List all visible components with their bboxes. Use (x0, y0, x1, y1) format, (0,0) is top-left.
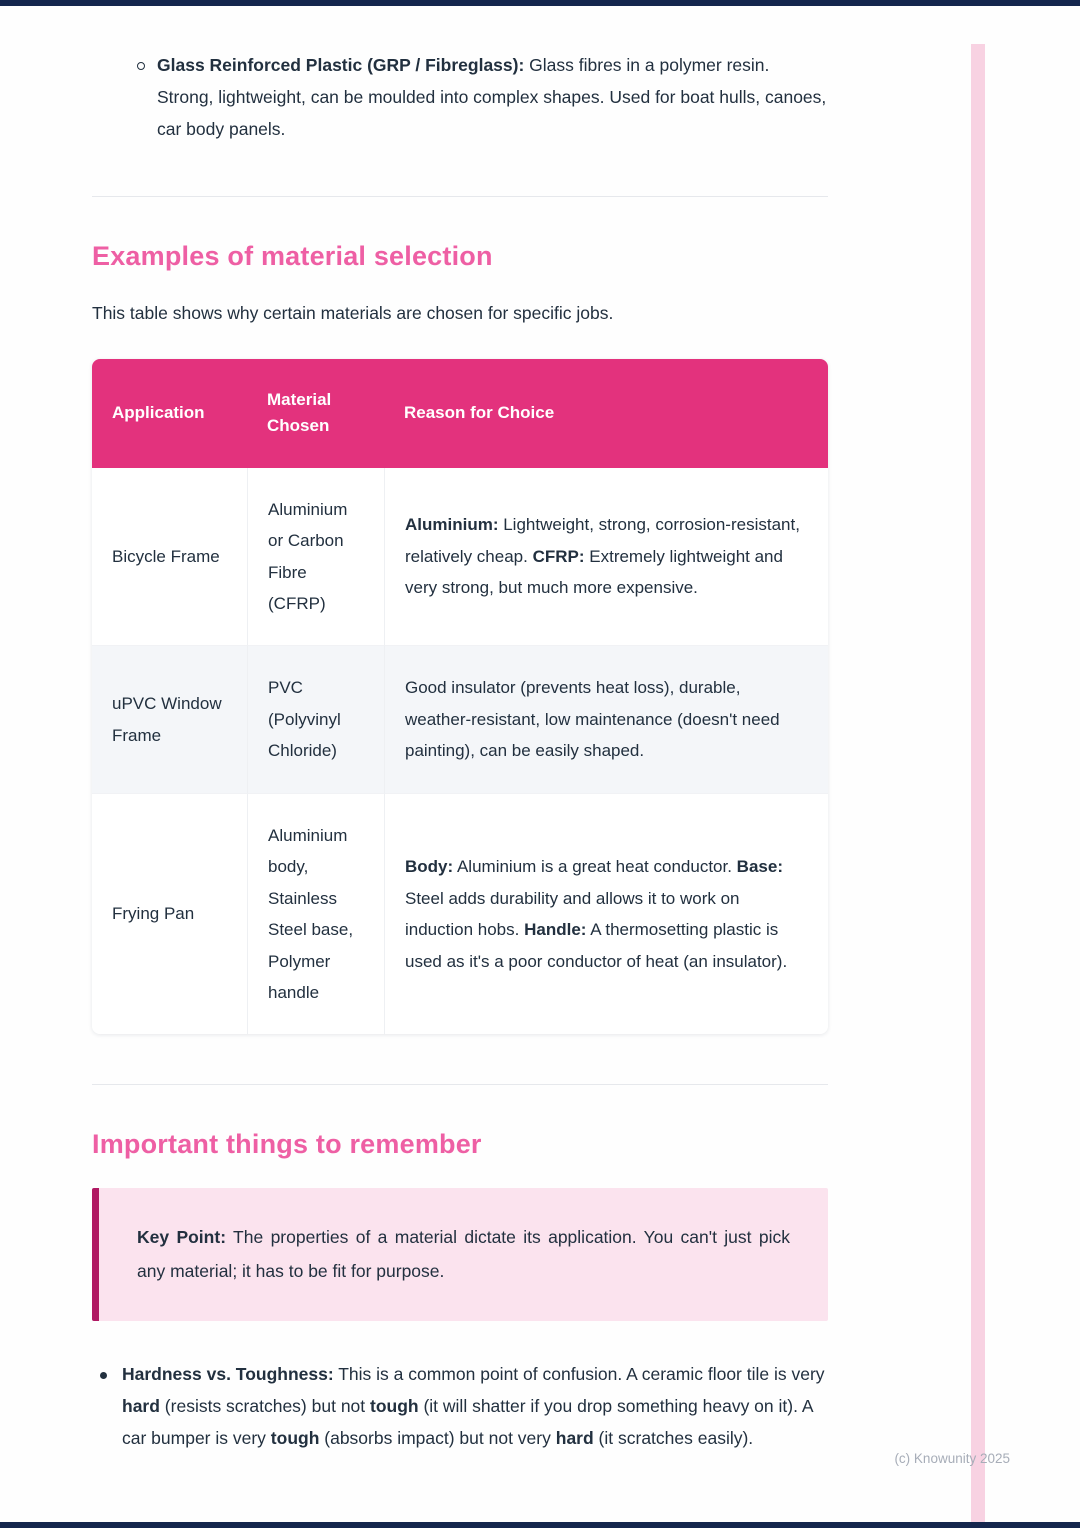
cell-material: Aluminium or Carbon Fibre (CFRP) (247, 468, 384, 646)
section-title-material-selection: Examples of material selection (92, 240, 493, 271)
cell-application: Frying Pan (92, 793, 247, 1035)
section-divider (92, 1084, 828, 1085)
table-row (92, 645, 828, 792)
material-selection-intro: This table shows why certain materials are chosen for specific jobs. (92, 302, 614, 323)
document-content (92, 0, 828, 1454)
material-selection-table-wrap (92, 359, 828, 1034)
key-point-callout (92, 1188, 828, 1321)
section-divider (92, 196, 828, 197)
page-top-border (0, 0, 1080, 6)
section-title-important: Important things to remember (92, 1129, 482, 1160)
table-header-material: Material Chosen (247, 359, 384, 468)
cell-reason: Aluminium: Lightweight, strong, corrosion-resistant, relatively cheap. CFRP: Extremely lightweight and very strong, but much more expensive. (384, 468, 828, 646)
cell-material: PVC (Polyvinyl Chloride) (247, 645, 384, 792)
circle-bullet-icon (137, 62, 145, 70)
list-item-grp (92, 50, 828, 146)
table-row (92, 468, 828, 646)
page-right-stripe (971, 44, 985, 1522)
disc-bullet-icon (100, 1372, 107, 1379)
cell-reason: Good insulator (prevents heat loss), durable, weather-resistant, low maintenance (doesn't need painting), can be easily shaped. (384, 645, 828, 792)
table-row (92, 793, 828, 1035)
hardness-bullet-text: Hardness vs. Toughness: This is a common point of confusion. A ceramic floor tile is very hard (resists scratches) but not tough (it will shatter if you drop something heavy on it). A car bumper is very tough (absorbs impact) but not very hard (it scratches easily). (122, 1363, 825, 1448)
material-selection-table (92, 359, 828, 1034)
cell-application: Bicycle Frame (92, 468, 247, 646)
cell-material: Aluminium body, Stainless Steel base, Polymer handle (247, 793, 384, 1035)
cell-reason: Body: Aluminium is a great heat conductor. Base: Steel adds durability and allows it to work on induction hobs. Handle: A thermosetting plastic is used as it's a poor conductor of heat (an insulator). (384, 793, 828, 1035)
copyright: (c) Knowunity 2025 (894, 1451, 1010, 1466)
page-bottom-border (0, 1522, 1080, 1528)
table-header-row (92, 359, 828, 468)
list-item-hardness (92, 1359, 828, 1455)
key-point-text: Key Point: The properties of a material dictate its application. You can't just pick any material; it has to be fit for purpose. (137, 1227, 790, 1281)
cell-application: uPVC Window Frame (92, 645, 247, 792)
grp-bullet-text: Glass Reinforced Plastic (GRP / Fibreglass): Glass fibres in a polymer resin. Strong, lightweight, can be moulded into complex shapes. Used for boat hulls, canoes, car body panels. (157, 55, 827, 139)
table-header-application: Application (92, 359, 247, 468)
table-header-reason: Reason for Choice (384, 359, 828, 468)
